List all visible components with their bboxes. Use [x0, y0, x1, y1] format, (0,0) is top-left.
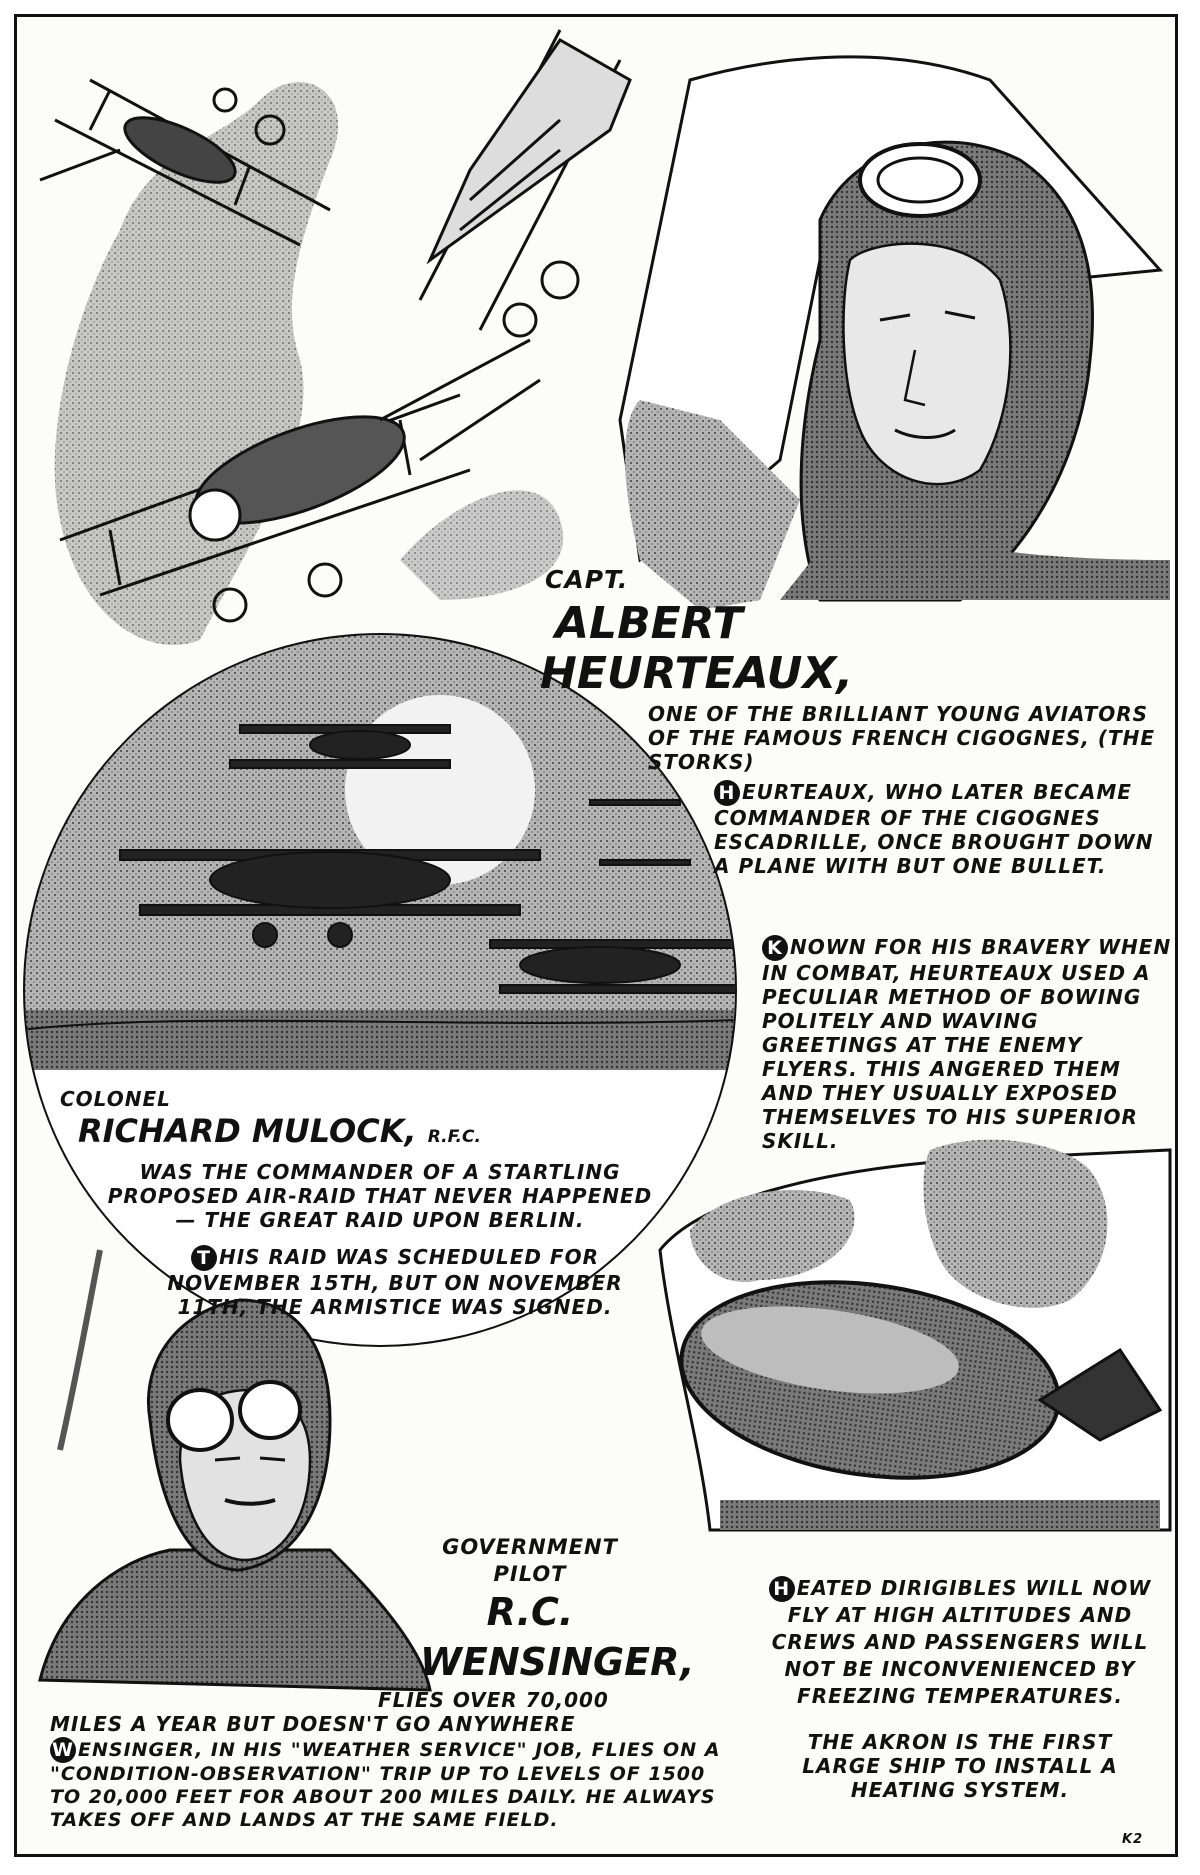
- wensinger-initials: R.C.: [486, 1590, 574, 1634]
- mulock-name-text: RICHARD MULOCK,: [78, 1112, 417, 1150]
- mulock-rank: COLONEL: [60, 1087, 171, 1111]
- heurteaux-dropcap-1: H: [714, 780, 740, 806]
- wensinger-title-line-2: PILOT: [493, 1562, 567, 1586]
- dirigibles-paragraph-1-text: EATED DIRIGIBLES WILL NOW FLY AT HIGH ALTITUDES AND CREWS AND PASSENGERS WILL NOT BE INCONVENIENCED BY FREEZING TEMPERATURES.: [771, 1576, 1152, 1708]
- dirigibles-paragraph-1: [745, 1575, 1175, 1710]
- mulock-dropcap: T: [191, 1245, 217, 1271]
- dirigibles-paragraph-2: THE AKRON IS THE FIRST LARGE SHIP TO INSTALL A HEATING SYSTEM.: [802, 1730, 1118, 1802]
- mulock-paragraph: [150, 1245, 640, 1319]
- heurteaux-last-name: HEURTEAUX,: [540, 648, 854, 699]
- biplane-top-center: [420, 30, 630, 336]
- heurteaux-paragraph-1: [714, 780, 1169, 878]
- heurteaux-rank: CAPT.: [545, 565, 629, 594]
- corner-mark: K2: [1122, 1832, 1144, 1847]
- mulock-intro: WAS THE COMMANDER OF A STARTLING PROPOSED AIR-RAID THAT NEVER HAPPENED — THE GREAT RAID UPON BERLIN.: [107, 1160, 653, 1232]
- wensinger-paragraph: [50, 1737, 740, 1832]
- heurteaux-portrait: [620, 57, 1170, 610]
- wensinger-name: WENSINGER,: [420, 1640, 695, 1684]
- wensinger-paragraph-text: ENSINGER, IN HIS "WEATHER SERVICE" JOB, FLIES ON A "CONDITION-OBSERVATION" TRIP UP TO LEVELS OF 1500 TO 20,000 FEET FOR ABOUT 200 MILES DAILY. HE ALWAYS TAKES OFF AND LANDS AT THE SAME FIELD.: [50, 1739, 721, 1831]
- heurteaux-dropcap-2: K: [762, 935, 788, 961]
- heurteaux-paragraph-2-text: NOWN FOR HIS BRAVERY WHEN IN COMBAT, HEURTEAUX USED A PECULIAR METHOD OF BOWING POLITELY AND WAVING GREETINGS AT THE ENEMY FLYERS. THIS ANGERED THEM AND THEY USUALLY EXPOSED THEMSELVES TO HIS SUPERIOR SKILL.: [762, 935, 1172, 1153]
- dirigibles-dropcap: H: [769, 1576, 795, 1602]
- wensinger-intro-line-1: FLIES OVER 70,000: [378, 1688, 609, 1712]
- heurteaux-paragraph-1-text: EURTEAUX, WHO LATER BECAME COMMANDER OF THE CIGOGNES ESCADRILLE, ONCE BROUGHT DOWN A PLANE WITH BUT ONE BULLET.: [714, 780, 1154, 878]
- mulock-suffix: R.F.C.: [427, 1127, 481, 1147]
- heurteaux-intro: ONE OF THE BRILLIANT YOUNG AVIATORS OF THE FAMOUS FRENCH CIGOGNES, (THE STORKS): [648, 702, 1156, 774]
- dirigible-panel: [660, 1140, 1170, 1530]
- wensinger-intro-line-2: MILES A YEAR BUT DOESN'T GO ANYWHERE: [50, 1712, 576, 1736]
- heurteaux-first-name: ALBERT: [555, 598, 743, 649]
- wensinger-title-line-1: GOVERNMENT: [442, 1535, 618, 1559]
- heurteaux-paragraph-2: [762, 935, 1172, 1153]
- mulock-name: [78, 1112, 481, 1150]
- mulock-paragraph-text: HIS RAID WAS SCHEDULED FOR NOVEMBER 15TH, BUT ON NOVEMBER 11TH, THE ARMISTICE WAS SIGNED.: [167, 1245, 623, 1319]
- wensinger-dropcap: W: [50, 1737, 76, 1763]
